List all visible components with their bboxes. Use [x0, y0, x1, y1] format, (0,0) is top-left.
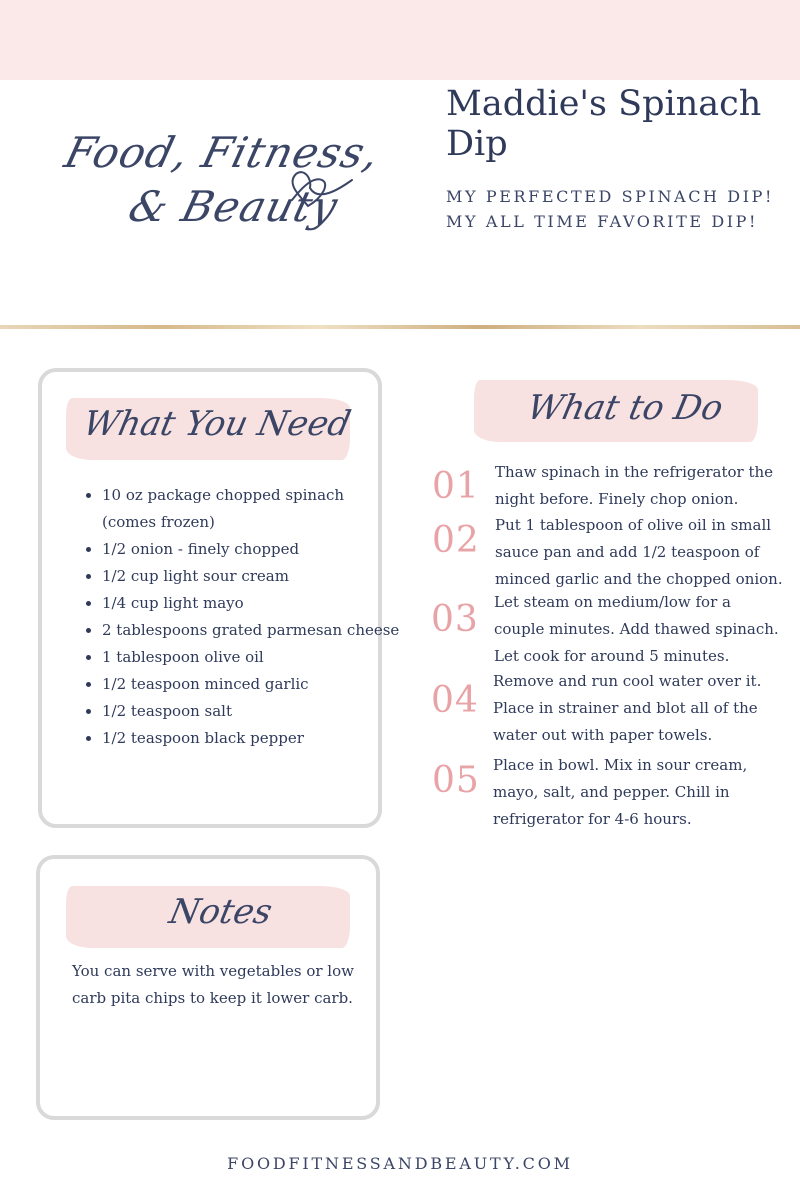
step-text: Remove and run cool water over it. Place in strainer and blot all of the water out with paper towels. [493, 672, 762, 744]
notes-text: You can serve with vegetables or low carb pita chips to keep it lower carb. [72, 962, 354, 1007]
step-text: Let steam on medium/low for a couple minutes. Add thawed spinach. Let cook for around 5 minutes. [494, 593, 779, 665]
step-number: 04 [431, 680, 479, 721]
list-item: • 10 oz package chopped spinach (comes frozen) [102, 482, 402, 536]
recipe-subtitle: MY PERFECTED SPINACH DIP! MY ALL TIME FAVORITE DIP! [446, 187, 775, 231]
ingredients-heading: What You Need [79, 404, 355, 444]
step-number: 01 [432, 466, 480, 507]
logo-line-2: & Beauty [123, 182, 344, 231]
notes-heading: Notes [165, 892, 276, 932]
top-pink-band [0, 0, 800, 80]
list-item: • 2 tablespoons grated parmesan cheese [102, 617, 402, 644]
step-text: Place in bowl. Mix in sour cream, mayo, salt, and pepper. Chill in refrigerator for 4-6 hours. [493, 756, 748, 828]
list-item: • 1 tablespoon olive oil [102, 644, 402, 671]
steps-heading: What to Do [523, 388, 727, 428]
step-text: Put 1 tablespoon of olive oil in small sauce pan and add 1/2 teaspoon of minced garlic and the chopped onion. [495, 516, 783, 588]
step-number: 05 [432, 760, 480, 801]
list-item: • 1/2 teaspoon black pepper [102, 725, 402, 752]
list-item: • 1/2 cup light sour cream [102, 563, 402, 590]
heart-icon [60, 118, 380, 248]
list-item: • 1/2 teaspoon salt [102, 698, 402, 725]
step-number: 02 [432, 520, 480, 561]
ingredients-list [62, 482, 402, 752]
gold-divider [0, 325, 800, 329]
logo-line-1: Food, Fitness, [59, 128, 385, 177]
list-item: • 1/2 teaspoon minced garlic [102, 671, 402, 698]
list-item: • 1/4 cup light mayo [102, 590, 402, 617]
recipe-title: Maddie's Spinach Dip [446, 84, 762, 164]
website-footer: FOODFITNESSANDBEAUTY.COM [227, 1154, 573, 1173]
step-text: Thaw spinach in the refrigerator the night before. Finely chop onion. [495, 463, 774, 508]
brand-logo [59, 118, 385, 248]
step-number: 03 [431, 599, 479, 640]
list-item: • 1/2 onion - finely chopped [102, 536, 402, 563]
